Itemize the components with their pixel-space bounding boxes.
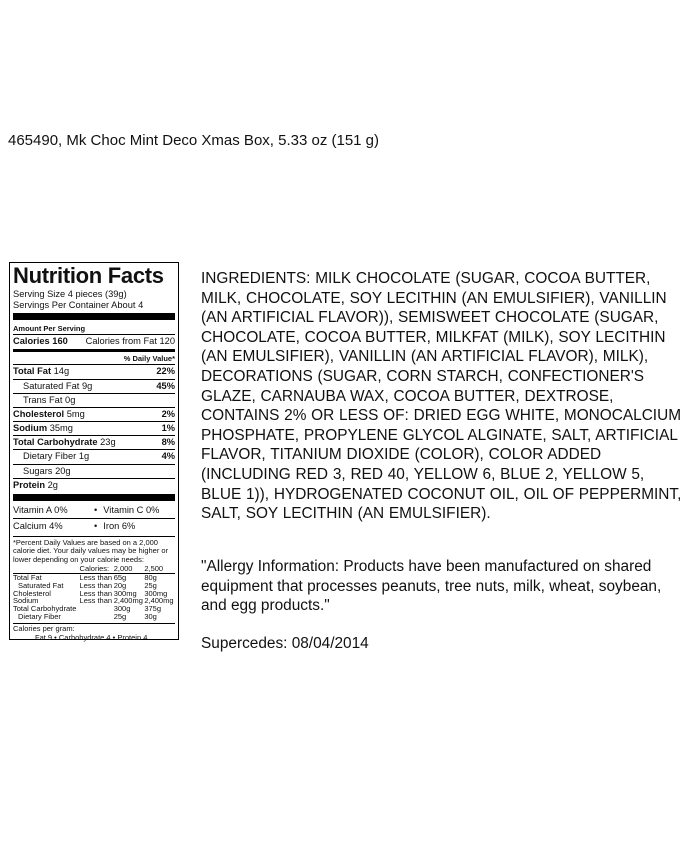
dv-cell: Less than [79, 596, 113, 606]
ingredients-text: INGREDIENTS: MILK CHOCOLATE (SUGAR, COCOA BUTTER, MILK, CHOCOLATE, SOY LECITHIN (AN EMULSIFIER), VANILLIN (AN ARTIFICIAL FLAVOR)), SEMISWEET CHOCOLATE (SUGAR, CHOCOLATE, COCOA BUTTER, MILKFAT (MILK), SOY LECITHIN (AN EMULSIFIER), VANILLIN (AN ARTIFICIAL FLAVOR), MILK), DECORATIONS (SUGAR, CORN STARCH, CONFECTIONER'S GLAZE, CARNAUBA WAX, COCOA BUTTER, DEXTROSE, CONTAINS 2% OR LESS OF: DRIED EGG WHITE, MONOCALCIUM PHOSPHATE, PROPYLENE GLYCOL ALGINATE, SALT, ARTIFICIAL FLAVOR, TITANIUM DIOXIDE (COLOR), COLOR ADDED (INCLUDING RED 3, RED 40, YELLOW 6, BLUE 2, YELLOW 5, BLUE 1)), HYDROGENATED COCONUT OIL, OIL OF PEPPERMINT, SALT, SOY LECITHIN (AN EMULSIFIER). [201, 270, 682, 523]
dv-cell: 25g [144, 580, 157, 590]
nutrient-row [13, 379, 175, 393]
nutrient-amount: 20g [55, 465, 71, 476]
dv-cell: Calories: [80, 565, 114, 573]
calcium: Calcium 4% [13, 521, 63, 532]
dv-cell: 375g [144, 604, 162, 614]
nutrient-label: Saturated Fat [23, 380, 80, 391]
dv-cell: 80g [144, 572, 157, 582]
allergy-information: "Allergy Information: Products have been manufactured on shared equipment that processes peanuts, tree nuts, milk, wheat, soybean, and egg products." [201, 558, 662, 615]
nutrient-row [13, 393, 175, 407]
dv-cell: 2,400mg [113, 596, 143, 606]
dv-cell: Sodium [13, 596, 39, 606]
dv-cell: Less than [79, 572, 113, 582]
supercedes-date: Supercedes: 08/04/2014 [201, 635, 369, 652]
dv-cell: Total Carbohydrate [13, 604, 77, 614]
dv-cell: 65g [113, 572, 127, 582]
dv-cell: Total Fat [13, 572, 42, 582]
nutrient-dv: 22% [156, 366, 175, 377]
product-title: 465490, Mk Choc Mint Deco Xmas Box, 5.33 oz (151 g) [8, 132, 380, 149]
dv-cell [80, 613, 114, 621]
nutrient-amount: 0g [65, 394, 76, 405]
nutrient-label: Cholesterol [13, 408, 65, 419]
dv-cell: Less than [79, 588, 113, 598]
daily-value-footnote: *Percent Daily Values are based on a 2,000 calorie diet. Your daily values may be higher or lower depending on your calorie needs: [13, 536, 175, 564]
nutrient-dv: 1% [161, 423, 175, 434]
nutrition-facts-panel [9, 262, 179, 640]
nutrient-row [13, 364, 175, 378]
daily-value-header: % Daily Value* [123, 354, 175, 364]
nutrient-row [13, 435, 175, 449]
vitamin-a: Vitamin A 0% [13, 504, 68, 515]
dv-cell: 2,000 [114, 565, 145, 573]
nutrient-label: Protein [13, 479, 46, 490]
iron: Iron 6% [103, 521, 136, 532]
divider-thick [13, 313, 175, 320]
calories-per-gram [13, 623, 175, 642]
nutrient-amount: 35mg [49, 423, 73, 434]
nutrition-facts-title: Nutrition Facts [13, 263, 164, 288]
divider-thick [13, 494, 175, 501]
nutrient-label: Sugars [23, 465, 53, 476]
dv-cell: 300g [113, 604, 131, 614]
dv-cell: 2,500 [144, 565, 175, 573]
dv-cell: 2,400mg [144, 596, 174, 606]
vitamin-c: Vitamin C 0% [103, 504, 160, 515]
serving-size: Serving Size 4 pieces (39g) [13, 289, 127, 299]
daily-value-table [13, 565, 175, 621]
dv-cell: 25g [113, 612, 127, 622]
dv-cell: 20g [113, 580, 127, 590]
dv-cell: Less than [79, 580, 113, 590]
nutrient-amount: 1g [78, 451, 90, 462]
dv-cell: 300mg [144, 588, 168, 598]
servings-per-container: Servings Per Container About 4 [13, 300, 144, 311]
nutrient-label: Dietary Fiber [23, 451, 77, 462]
dv-cell: Saturated Fat [18, 580, 64, 590]
vitamin-row: Vitamin A 0% • Vitamin C 0% [13, 504, 160, 515]
dv-cell: 300mg [113, 588, 137, 598]
calories-per-gram-values: Fat 9 • Carbohydrate 4 • Protein 4 [35, 632, 148, 642]
calories-row [13, 334, 175, 348]
dv-cell: Dietary Fiber [18, 612, 61, 622]
nutrient-amount: 2g [47, 479, 58, 490]
nutrient-dv: 45% [156, 380, 175, 391]
calories-per-gram-label: Calories per gram: [13, 624, 75, 634]
calories: Calories 160 [13, 336, 68, 347]
nutrient-amount: 14g [53, 366, 70, 377]
nutrient-amount: 23g [100, 437, 116, 448]
nutrient-dv: 2% [161, 408, 175, 419]
nutrient-row [13, 407, 175, 421]
nutrient-amount: 5mg [66, 408, 85, 419]
dv-cell: Cholesterol [13, 588, 51, 598]
nutrient-row [13, 449, 175, 463]
nutrient-row [13, 478, 175, 492]
nutrient-label: Total Carbohydrate [13, 437, 98, 448]
amount-per-serving: Amount Per Serving [13, 324, 86, 334]
nutrient-dv: 4% [161, 451, 175, 462]
nutrient-row [13, 421, 175, 435]
dv-cell [80, 605, 114, 613]
dv-table-row [13, 613, 175, 621]
nutrient-row [13, 464, 175, 478]
nutrient-label: Total Fat [13, 366, 52, 377]
nutrient-amount: 9g [81, 380, 93, 391]
nutrient-label: Trans Fat [23, 394, 63, 405]
vitamin-row: Calcium 4% • Iron 6% [13, 518, 175, 534]
nutrient-dv: 8% [161, 437, 175, 448]
dv-cell: 30g [144, 612, 157, 622]
divider-medium [13, 349, 175, 352]
nutrient-label: Sodium [13, 423, 48, 434]
calories-from-fat: Calories from Fat 120 [85, 336, 175, 347]
